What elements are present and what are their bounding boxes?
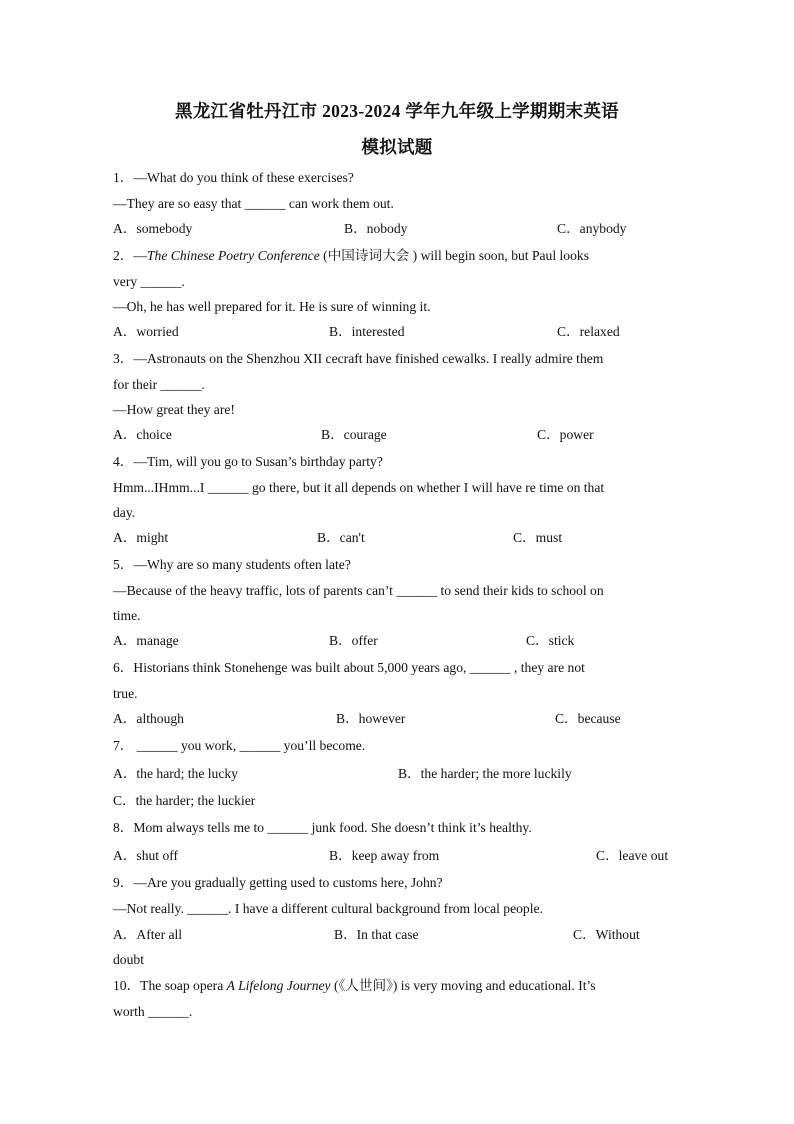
q1-option-a: A．somebody bbox=[113, 221, 193, 236]
q10-number: 10．The soap opera bbox=[113, 978, 227, 993]
q7-option-b: B．the harder; the more luckily bbox=[398, 766, 572, 781]
exam-title-line2: 模拟试题 bbox=[361, 137, 433, 157]
q2-option-b: B．interested bbox=[329, 324, 405, 339]
q3-option-c: C．power bbox=[537, 427, 594, 442]
q5-option-b: B．offer bbox=[329, 633, 378, 648]
q2-program-title: The Chinese Poetry Conference bbox=[146, 248, 320, 263]
q2-option-c: C．relaxed bbox=[557, 324, 620, 339]
q8-stem: 8．Mom always tells me to ______ junk food. She doesn’t think it’s healthy. bbox=[113, 820, 532, 835]
q5-option-a: A．manage bbox=[113, 633, 179, 648]
q9-option-c: C．Without bbox=[573, 927, 640, 942]
q4-line2-cont: day. bbox=[113, 505, 136, 520]
q9-stem: 9．—Are you gradually getting used to customs here, John? bbox=[113, 875, 443, 890]
q8-option-c: C．leave out bbox=[596, 848, 669, 863]
q4-stem: 4．—Tim, will you go to Susan’s birthday party? bbox=[113, 454, 383, 469]
q6-option-b: B．however bbox=[336, 711, 406, 726]
q2-number: 2．— bbox=[113, 248, 147, 263]
q4-line2: Hmm...IHmm...I ______ go there, but it all depends on whether I will have re time on that bbox=[113, 480, 605, 495]
q2-stem-cont: very ______. bbox=[113, 274, 185, 289]
q9-line2: —Not really. ______. I have a different cultural background from local people. bbox=[113, 901, 543, 916]
q6-stem-cont: true. bbox=[113, 686, 138, 701]
q4-option-b: B．can't bbox=[317, 530, 365, 545]
q9-option-c-cont: doubt bbox=[113, 952, 144, 967]
q5-line2-cont: time. bbox=[113, 608, 141, 623]
q5-stem: 5．—Why are so many students often late? bbox=[113, 557, 351, 572]
q9-option-a: A．After all bbox=[113, 927, 183, 942]
q6-option-a: A．although bbox=[113, 711, 184, 726]
q10-stem bbox=[113, 977, 596, 995]
q4-option-a: A．might bbox=[113, 530, 169, 545]
q10-stem-cont: worth ______. bbox=[113, 1004, 193, 1019]
q6-option-c: C．because bbox=[555, 711, 621, 726]
q6-stem: 6．Historians think Stonehenge was built about 5,000 years ago, ______ , they are not bbox=[113, 660, 585, 675]
q1-line2: —They are so easy that ______ can work them out. bbox=[113, 196, 394, 211]
q3-line2: —How great they are! bbox=[113, 402, 235, 417]
exam-title-line1: 黑龙江省牡丹江市 2023-2024 学年九年级上学期期末英语 bbox=[175, 101, 619, 121]
q3-stem-cont: for their ______. bbox=[113, 377, 205, 392]
q8-option-b: B．keep away from bbox=[329, 848, 440, 863]
q3-option-b: B．courage bbox=[321, 427, 387, 442]
q2-option-a: A．worried bbox=[113, 324, 179, 339]
q1-option-b: B．nobody bbox=[344, 221, 408, 236]
q5-option-c: C．stick bbox=[526, 633, 575, 648]
q10-stem-rest: (《人世间》) is very moving and educational. It’s bbox=[330, 978, 596, 993]
q1-stem: 1．—What do you think of these exercises? bbox=[113, 170, 354, 185]
q2-stem-rest: (中国诗词大会 ) will begin soon, but Paul looks bbox=[319, 248, 589, 263]
q2-line2: —Oh, he has well prepared for it. He is sure of winning it. bbox=[113, 299, 431, 314]
q2-stem bbox=[113, 247, 589, 265]
q8-option-a: A．shut off bbox=[113, 848, 179, 863]
q10-drama-title: A Lifelong Journey bbox=[226, 978, 331, 993]
q5-line2: —Because of the heavy traffic, lots of parents can’t ______ to send their kids to school on bbox=[113, 583, 604, 598]
q7-option-a: A．the hard; the lucky bbox=[113, 766, 238, 781]
q7-stem: 7． ______ you work, ______ you’ll become. bbox=[113, 738, 366, 753]
q7-option-c: C．the harder; the luckier bbox=[113, 793, 256, 808]
q4-option-c: C．must bbox=[513, 530, 563, 545]
q1-option-c: C．anybody bbox=[557, 221, 627, 236]
q9-option-b: B．In that case bbox=[334, 927, 419, 942]
q3-stem: 3．—Astronauts on the Shenzhou XII cecraft have finished cewalks. I really admire them bbox=[113, 351, 604, 366]
q3-option-a: A．choice bbox=[113, 427, 172, 442]
